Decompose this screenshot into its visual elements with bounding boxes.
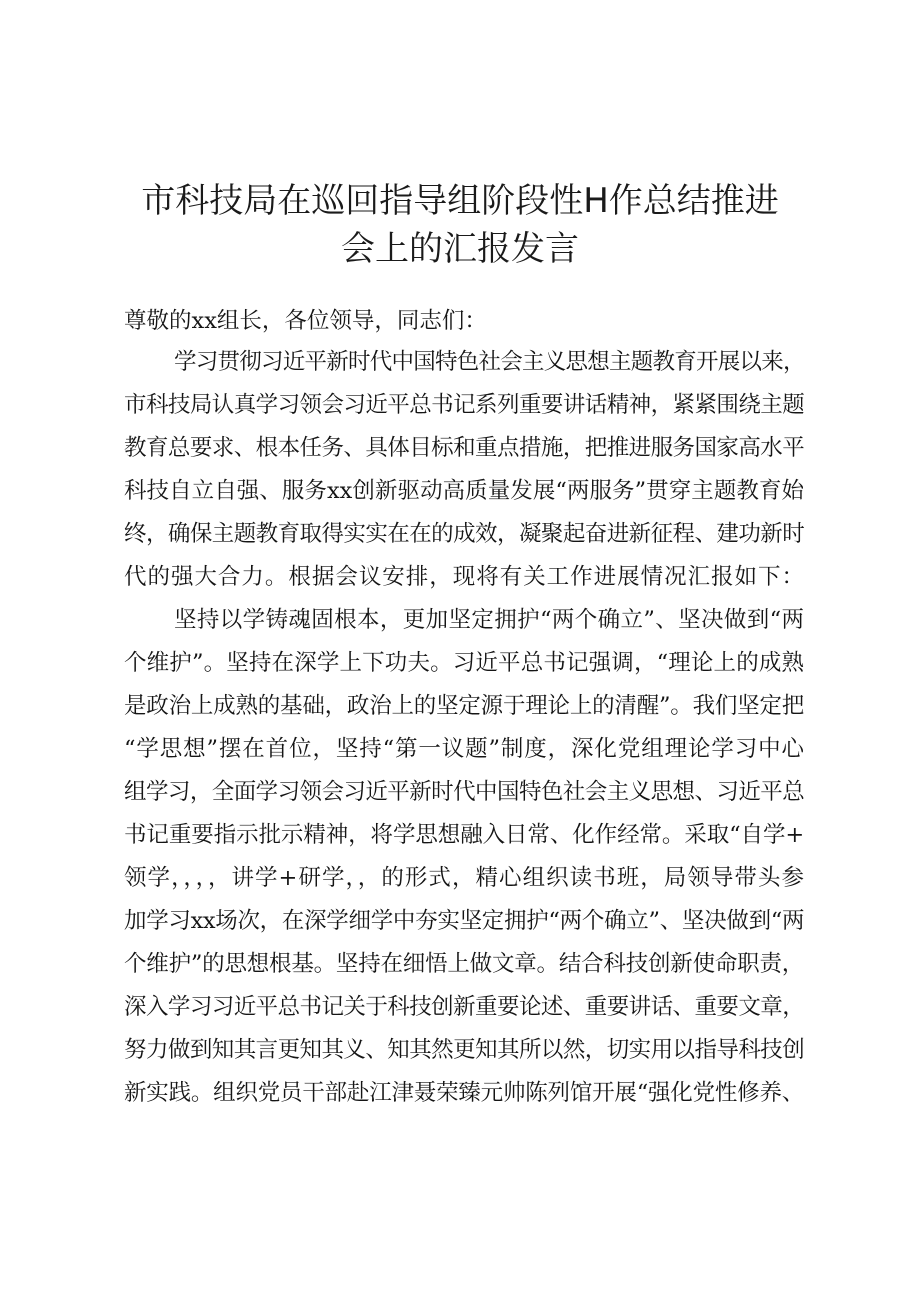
paragraph-2-line: 个维护”的思想根基。坚持在细悟上做文章。结合科技创新使命职责， — [124, 951, 804, 977]
salutation: 尊敬的xx组长，各位领导，同志们： — [124, 308, 487, 334]
paragraph-1-line: 终，确保主题教育取得实实在在的成效，凝聚起奋进新征程、建功新时 — [124, 521, 804, 547]
paragraph-2-line: 个维护”。坚持在深学上下功夫。习近平总书记强调，“理论上的成熟 — [124, 650, 804, 676]
paragraph-2-line: 坚持以学铸魂固根本，更加坚定拥护“两个确立”、坚决做到“两 — [174, 607, 804, 633]
paragraph-1-line: 代的强大合力。根据会议安排，现将有关工作进展情况汇报如下： — [124, 564, 804, 590]
paragraph-2-line: 书记重要指示批示精神，将学思想融入日常、化作经常。采取“自学+ — [124, 822, 804, 848]
paragraph-1-line: 学习贯彻习近平新时代中国特色社会主义思想主题教育开展以来， — [174, 349, 805, 375]
paragraph-2-line: 新实践。组织党员干部赴江津聂荣臻元帅陈列馆开展“强化党性修养、 — [124, 1080, 804, 1106]
document-title-line-1: 市科技局在巡回指导组阶段性H作总结推进 — [141, 181, 779, 221]
paragraph-2-line: 领学，，，，讲学+研学，，的形式，精心组织读书班，局领导带头参 — [124, 865, 804, 891]
paragraph-2-line: 深入学习习近平总书记关于科技创新重要论述、重要讲话、重要文章， — [124, 994, 804, 1020]
paragraph-2-line: 努力做到知其言更知其义、知其然更知其所以然，切实用以指导科技创 — [124, 1037, 804, 1063]
paragraph-2-line: 是政治上成熟的基础，政治上的坚定源于理论上的清醒”。我们坚定把 — [124, 693, 804, 719]
paragraph-2-line: 组学习，全面学习领会习近平新时代中国特色社会主义思想、习近平总 — [124, 779, 804, 805]
document-title-line-2: 会上的汇报发言 — [341, 229, 579, 269]
paragraph-2-line: 加学习xx场次，在深学细学中夯实坚定拥护“两个确立”、坚决做到“两 — [124, 908, 804, 934]
paragraph-1-line: 市科技局认真学习领会习近平总书记系列重要讲话精神，紧紧围绕主题 — [124, 392, 804, 418]
paragraph-1-line: 教育总要求、根本任务、具体目标和重点措施，把推进服务国家高水平 — [124, 435, 804, 461]
paragraph-1-line: 科技自立自强、服务xx创新驱动高质量发展“两服务”贯穿主题教育始 — [124, 478, 804, 504]
paragraph-2-line: “学思想”摆在首位，坚持“第一议题”制度，深化党组理论学习中心 — [124, 736, 804, 762]
